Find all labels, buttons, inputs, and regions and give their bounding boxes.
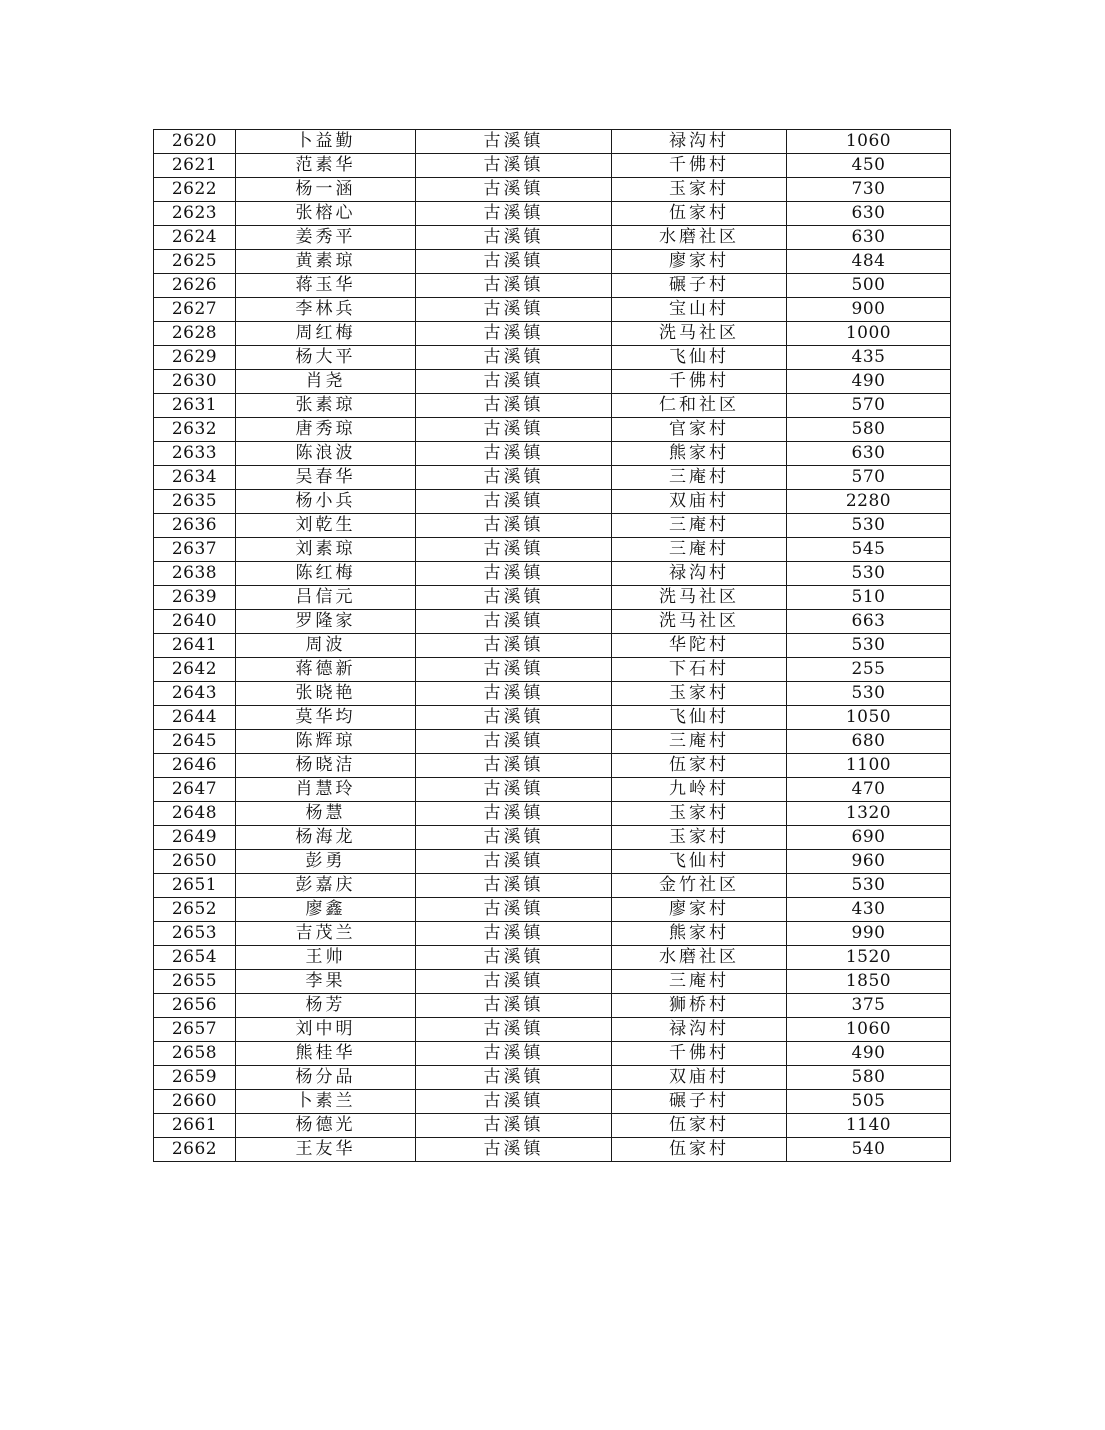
person-name-cell: 张晓艳 — [236, 682, 416, 706]
village-cell: 伍家村 — [612, 202, 787, 226]
town-cell: 古溪镇 — [416, 1018, 612, 1042]
village-cell: 飞仙村 — [612, 346, 787, 370]
amount-cell: 990 — [787, 922, 951, 946]
village-cell: 三庵村 — [612, 970, 787, 994]
village-cell: 玉家村 — [612, 682, 787, 706]
person-name-cell: 杨芳 — [236, 994, 416, 1018]
person-name-cell: 罗隆家 — [236, 610, 416, 634]
village-cell: 熊家村 — [612, 922, 787, 946]
amount-cell: 484 — [787, 250, 951, 274]
amount-cell: 1050 — [787, 706, 951, 730]
row-number-cell: 2641 — [154, 634, 236, 658]
amount-cell: 530 — [787, 514, 951, 538]
table-row — [154, 1114, 951, 1138]
table-row — [154, 1090, 951, 1114]
row-number-cell: 2640 — [154, 610, 236, 634]
table-row — [154, 370, 951, 394]
person-name-cell: 刘中明 — [236, 1018, 416, 1042]
row-number-cell: 2634 — [154, 466, 236, 490]
person-name-cell: 刘乾生 — [236, 514, 416, 538]
village-cell: 碾子村 — [612, 274, 787, 298]
table-row — [154, 274, 951, 298]
person-name-cell: 杨一涵 — [236, 178, 416, 202]
town-cell: 古溪镇 — [416, 466, 612, 490]
table-row — [154, 250, 951, 274]
town-cell: 古溪镇 — [416, 346, 612, 370]
person-name-cell: 姜秀平 — [236, 226, 416, 250]
row-number-cell: 2655 — [154, 970, 236, 994]
amount-cell: 630 — [787, 226, 951, 250]
village-cell: 廖家村 — [612, 898, 787, 922]
amount-cell: 1060 — [787, 130, 951, 154]
table-row — [154, 898, 951, 922]
table-row — [154, 1042, 951, 1066]
row-number-cell: 2639 — [154, 586, 236, 610]
person-name-cell: 陈辉琼 — [236, 730, 416, 754]
roster-table — [153, 129, 951, 1162]
table-row — [154, 586, 951, 610]
village-cell: 廖家村 — [612, 250, 787, 274]
table-row — [154, 202, 951, 226]
town-cell: 古溪镇 — [416, 130, 612, 154]
row-number-cell: 2646 — [154, 754, 236, 778]
town-cell: 古溪镇 — [416, 322, 612, 346]
town-cell: 古溪镇 — [416, 178, 612, 202]
table-row — [154, 850, 951, 874]
town-cell: 古溪镇 — [416, 754, 612, 778]
town-cell: 古溪镇 — [416, 898, 612, 922]
person-name-cell: 王帅 — [236, 946, 416, 970]
village-cell: 三庵村 — [612, 538, 787, 562]
amount-cell: 630 — [787, 202, 951, 226]
person-name-cell: 唐秀琼 — [236, 418, 416, 442]
town-cell: 古溪镇 — [416, 418, 612, 442]
table-row — [154, 682, 951, 706]
roster-table-body — [154, 130, 951, 1162]
row-number-cell: 2627 — [154, 298, 236, 322]
village-cell: 九岭村 — [612, 778, 787, 802]
village-cell: 玉家村 — [612, 826, 787, 850]
village-cell: 金竹社区 — [612, 874, 787, 898]
person-name-cell: 周波 — [236, 634, 416, 658]
town-cell: 古溪镇 — [416, 442, 612, 466]
person-name-cell: 杨海龙 — [236, 826, 416, 850]
town-cell: 古溪镇 — [416, 514, 612, 538]
table-row — [154, 658, 951, 682]
table-row — [154, 514, 951, 538]
town-cell: 古溪镇 — [416, 682, 612, 706]
amount-cell: 1000 — [787, 322, 951, 346]
person-name-cell: 杨晓洁 — [236, 754, 416, 778]
table-row — [154, 994, 951, 1018]
town-cell: 古溪镇 — [416, 562, 612, 586]
row-number-cell: 2621 — [154, 154, 236, 178]
table-row — [154, 778, 951, 802]
amount-cell: 470 — [787, 778, 951, 802]
row-number-cell: 2624 — [154, 226, 236, 250]
town-cell: 古溪镇 — [416, 706, 612, 730]
town-cell: 古溪镇 — [416, 586, 612, 610]
amount-cell: 510 — [787, 586, 951, 610]
amount-cell: 580 — [787, 418, 951, 442]
row-number-cell: 2653 — [154, 922, 236, 946]
person-name-cell: 杨慧 — [236, 802, 416, 826]
table-row — [154, 298, 951, 322]
table-row — [154, 826, 951, 850]
amount-cell: 680 — [787, 730, 951, 754]
amount-cell: 1140 — [787, 1114, 951, 1138]
row-number-cell: 2658 — [154, 1042, 236, 1066]
row-number-cell: 2643 — [154, 682, 236, 706]
row-number-cell: 2620 — [154, 130, 236, 154]
town-cell: 古溪镇 — [416, 658, 612, 682]
amount-cell: 1320 — [787, 802, 951, 826]
town-cell: 古溪镇 — [416, 154, 612, 178]
person-name-cell: 杨德光 — [236, 1114, 416, 1138]
table-row — [154, 178, 951, 202]
table-row — [154, 922, 951, 946]
town-cell: 古溪镇 — [416, 1042, 612, 1066]
amount-cell: 2280 — [787, 490, 951, 514]
town-cell: 古溪镇 — [416, 634, 612, 658]
village-cell: 洗马社区 — [612, 322, 787, 346]
amount-cell: 255 — [787, 658, 951, 682]
village-cell: 双庙村 — [612, 490, 787, 514]
table-row — [154, 490, 951, 514]
table-row — [154, 394, 951, 418]
amount-cell: 490 — [787, 1042, 951, 1066]
person-name-cell: 廖鑫 — [236, 898, 416, 922]
town-cell: 古溪镇 — [416, 202, 612, 226]
amount-cell: 435 — [787, 346, 951, 370]
village-cell: 水磨社区 — [612, 226, 787, 250]
town-cell: 古溪镇 — [416, 730, 612, 754]
town-cell: 古溪镇 — [416, 778, 612, 802]
village-cell: 伍家村 — [612, 1114, 787, 1138]
town-cell: 古溪镇 — [416, 802, 612, 826]
village-cell: 玉家村 — [612, 178, 787, 202]
row-number-cell: 2631 — [154, 394, 236, 418]
table-row — [154, 706, 951, 730]
amount-cell: 1520 — [787, 946, 951, 970]
town-cell: 古溪镇 — [416, 1090, 612, 1114]
amount-cell: 530 — [787, 634, 951, 658]
table-row — [154, 562, 951, 586]
amount-cell: 430 — [787, 898, 951, 922]
table-row — [154, 1066, 951, 1090]
person-name-cell: 范素华 — [236, 154, 416, 178]
village-cell: 伍家村 — [612, 1138, 787, 1162]
amount-cell: 1100 — [787, 754, 951, 778]
row-number-cell: 2622 — [154, 178, 236, 202]
village-cell: 仁和社区 — [612, 394, 787, 418]
row-number-cell: 2650 — [154, 850, 236, 874]
row-number-cell: 2642 — [154, 658, 236, 682]
village-cell: 千佛村 — [612, 1042, 787, 1066]
person-name-cell: 彭勇 — [236, 850, 416, 874]
row-number-cell: 2638 — [154, 562, 236, 586]
amount-cell: 545 — [787, 538, 951, 562]
table-row — [154, 442, 951, 466]
table-row — [154, 466, 951, 490]
person-name-cell: 李果 — [236, 970, 416, 994]
person-name-cell: 李林兵 — [236, 298, 416, 322]
person-name-cell: 张素琼 — [236, 394, 416, 418]
person-name-cell: 吕信元 — [236, 586, 416, 610]
village-cell: 飞仙村 — [612, 850, 787, 874]
person-name-cell: 卜益勤 — [236, 130, 416, 154]
village-cell: 华陀村 — [612, 634, 787, 658]
town-cell: 古溪镇 — [416, 226, 612, 250]
person-name-cell: 吴春华 — [236, 466, 416, 490]
amount-cell: 900 — [787, 298, 951, 322]
village-cell: 三庵村 — [612, 730, 787, 754]
town-cell: 古溪镇 — [416, 1138, 612, 1162]
row-number-cell: 2660 — [154, 1090, 236, 1114]
row-number-cell: 2626 — [154, 274, 236, 298]
amount-cell: 630 — [787, 442, 951, 466]
town-cell: 古溪镇 — [416, 490, 612, 514]
village-cell: 伍家村 — [612, 754, 787, 778]
table-row — [154, 346, 951, 370]
table-row — [154, 802, 951, 826]
person-name-cell: 杨大平 — [236, 346, 416, 370]
person-name-cell: 莫华均 — [236, 706, 416, 730]
row-number-cell: 2662 — [154, 1138, 236, 1162]
town-cell: 古溪镇 — [416, 250, 612, 274]
town-cell: 古溪镇 — [416, 1066, 612, 1090]
person-name-cell: 肖尧 — [236, 370, 416, 394]
amount-cell: 540 — [787, 1138, 951, 1162]
table-row — [154, 610, 951, 634]
person-name-cell: 熊桂华 — [236, 1042, 416, 1066]
town-cell: 古溪镇 — [416, 922, 612, 946]
row-number-cell: 2637 — [154, 538, 236, 562]
village-cell: 三庵村 — [612, 514, 787, 538]
row-number-cell: 2654 — [154, 946, 236, 970]
table-row — [154, 970, 951, 994]
village-cell: 官家村 — [612, 418, 787, 442]
table-row — [154, 322, 951, 346]
village-cell: 三庵村 — [612, 466, 787, 490]
town-cell: 古溪镇 — [416, 826, 612, 850]
person-name-cell: 张榕心 — [236, 202, 416, 226]
amount-cell: 450 — [787, 154, 951, 178]
village-cell: 熊家村 — [612, 442, 787, 466]
town-cell: 古溪镇 — [416, 298, 612, 322]
person-name-cell: 陈浪波 — [236, 442, 416, 466]
town-cell: 古溪镇 — [416, 850, 612, 874]
village-cell: 双庙村 — [612, 1066, 787, 1090]
town-cell: 古溪镇 — [416, 946, 612, 970]
amount-cell: 530 — [787, 562, 951, 586]
town-cell: 古溪镇 — [416, 610, 612, 634]
village-cell: 禄沟村 — [612, 1018, 787, 1042]
person-name-cell: 刘素琼 — [236, 538, 416, 562]
amount-cell: 690 — [787, 826, 951, 850]
amount-cell: 960 — [787, 850, 951, 874]
row-number-cell: 2633 — [154, 442, 236, 466]
village-cell: 玉家村 — [612, 802, 787, 826]
person-name-cell: 蒋德新 — [236, 658, 416, 682]
amount-cell: 500 — [787, 274, 951, 298]
person-name-cell: 蒋玉华 — [236, 274, 416, 298]
town-cell: 古溪镇 — [416, 538, 612, 562]
row-number-cell: 2629 — [154, 346, 236, 370]
town-cell: 古溪镇 — [416, 370, 612, 394]
village-cell: 水磨社区 — [612, 946, 787, 970]
town-cell: 古溪镇 — [416, 874, 612, 898]
table-row — [154, 1018, 951, 1042]
row-number-cell: 2656 — [154, 994, 236, 1018]
amount-cell: 663 — [787, 610, 951, 634]
table-row — [154, 634, 951, 658]
amount-cell: 375 — [787, 994, 951, 1018]
amount-cell: 530 — [787, 682, 951, 706]
row-number-cell: 2635 — [154, 490, 236, 514]
table-row — [154, 1138, 951, 1162]
village-cell: 下石村 — [612, 658, 787, 682]
village-cell: 洗马社区 — [612, 586, 787, 610]
row-number-cell: 2625 — [154, 250, 236, 274]
table-row — [154, 130, 951, 154]
person-name-cell: 王友华 — [236, 1138, 416, 1162]
village-cell: 千佛村 — [612, 370, 787, 394]
table-row — [154, 874, 951, 898]
row-number-cell: 2661 — [154, 1114, 236, 1138]
town-cell: 古溪镇 — [416, 394, 612, 418]
amount-cell: 1060 — [787, 1018, 951, 1042]
person-name-cell: 周红梅 — [236, 322, 416, 346]
village-cell: 洗马社区 — [612, 610, 787, 634]
amount-cell: 490 — [787, 370, 951, 394]
village-cell: 禄沟村 — [612, 130, 787, 154]
person-name-cell: 吉茂兰 — [236, 922, 416, 946]
amount-cell: 505 — [787, 1090, 951, 1114]
table-row — [154, 418, 951, 442]
row-number-cell: 2623 — [154, 202, 236, 226]
village-cell: 狮桥村 — [612, 994, 787, 1018]
person-name-cell: 彭嘉庆 — [236, 874, 416, 898]
row-number-cell: 2630 — [154, 370, 236, 394]
amount-cell: 1850 — [787, 970, 951, 994]
village-cell: 碾子村 — [612, 1090, 787, 1114]
row-number-cell: 2652 — [154, 898, 236, 922]
row-number-cell: 2647 — [154, 778, 236, 802]
village-cell: 禄沟村 — [612, 562, 787, 586]
row-number-cell: 2657 — [154, 1018, 236, 1042]
person-name-cell: 杨分品 — [236, 1066, 416, 1090]
table-row — [154, 946, 951, 970]
town-cell: 古溪镇 — [416, 274, 612, 298]
person-name-cell: 陈红梅 — [236, 562, 416, 586]
row-number-cell: 2648 — [154, 802, 236, 826]
village-cell: 飞仙村 — [612, 706, 787, 730]
table-row — [154, 730, 951, 754]
row-number-cell: 2644 — [154, 706, 236, 730]
row-number-cell: 2645 — [154, 730, 236, 754]
row-number-cell: 2651 — [154, 874, 236, 898]
amount-cell: 570 — [787, 394, 951, 418]
town-cell: 古溪镇 — [416, 1114, 612, 1138]
row-number-cell: 2649 — [154, 826, 236, 850]
village-cell: 宝山村 — [612, 298, 787, 322]
amount-cell: 570 — [787, 466, 951, 490]
table-row — [154, 754, 951, 778]
row-number-cell: 2659 — [154, 1066, 236, 1090]
person-name-cell: 肖慧玲 — [236, 778, 416, 802]
amount-cell: 530 — [787, 874, 951, 898]
amount-cell: 580 — [787, 1066, 951, 1090]
table-row — [154, 226, 951, 250]
town-cell: 古溪镇 — [416, 994, 612, 1018]
table-row — [154, 154, 951, 178]
town-cell: 古溪镇 — [416, 970, 612, 994]
person-name-cell: 杨小兵 — [236, 490, 416, 514]
village-cell: 千佛村 — [612, 154, 787, 178]
person-name-cell: 黄素琼 — [236, 250, 416, 274]
row-number-cell: 2628 — [154, 322, 236, 346]
table-row — [154, 538, 951, 562]
row-number-cell: 2632 — [154, 418, 236, 442]
person-name-cell: 卜素兰 — [236, 1090, 416, 1114]
row-number-cell: 2636 — [154, 514, 236, 538]
amount-cell: 730 — [787, 178, 951, 202]
